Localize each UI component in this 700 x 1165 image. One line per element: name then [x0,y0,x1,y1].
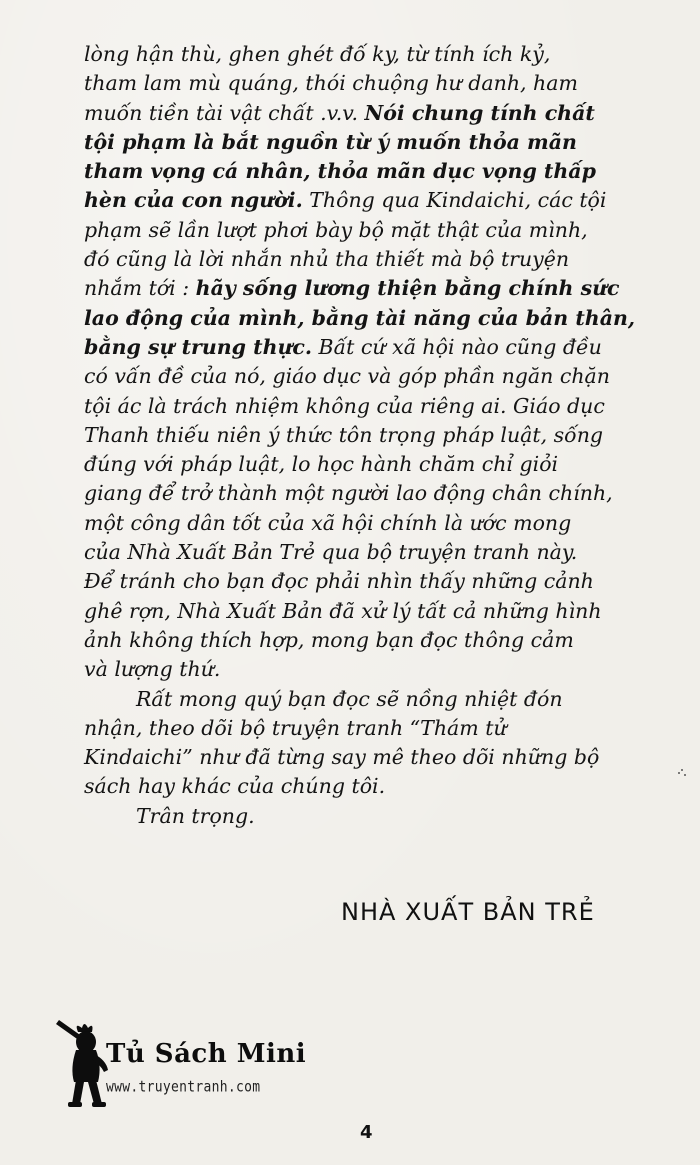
bold-text-segment: Nói chung tính chất [364,100,595,125]
text-line [84,274,664,303]
page-number: 4 [360,1122,373,1143]
text-segment: đó cũng là lời nhắn nhủ tha thiết mà bộ truyện [84,247,570,272]
bold-text-segment: hãy sống lương thiện bằng chính sức [195,276,620,301]
text-line [84,450,664,479]
text-segment: Thanh thiếu niên ý thức tôn trọng pháp luật, sống [84,422,604,447]
text-line [84,655,664,684]
scan-speck [684,774,686,776]
logo-title: Tủ Sách Mini [106,1039,307,1069]
text-segment: Để tránh cho bạn đọc phải nhìn thấy những cảnh [84,569,594,594]
text-segment: tham lam mù quáng, thói chuộng hư danh, ham [84,71,578,96]
text-line [84,157,664,186]
text-segment: phạm sẽ lần lượt phơi bày bộ mặt thật của mình, [84,217,588,242]
bold-text-segment: tham vọng cá nhân, thỏa mãn dục vọng thấp [84,159,596,184]
text-line [84,40,664,69]
text-line [84,333,664,362]
text-line [84,186,664,215]
text-line [84,216,664,245]
scan-speck [678,772,680,774]
bold-text-segment: hèn của con người. [84,188,303,213]
text-line [84,802,664,831]
text-segment: Rất mong quý bạn đọc sẽ nồng nhiệt đón [136,686,563,711]
text-line [84,362,664,391]
text-line [84,772,664,801]
text-segment: Thông qua Kindaichi, các tội [302,188,607,213]
text-line [84,128,664,157]
text-segment: đúng với pháp luật, lo học hành chăm chỉ giỏi [84,452,559,477]
text-line [84,626,664,655]
text-segment: tội ác là trách nhiệm không của riêng ai. Giáo dục [84,393,605,418]
bold-text-segment: lao động của mình, bằng tài năng của bản thân, [84,305,636,330]
text-segment: một công dân tốt của xã hội chính là ước mong [84,510,572,535]
text-segment: ghê rợn, Nhà Xuất Bản đã xử lý tất cả những hình [84,598,602,623]
text-segment: sách hay khác của chúng tôi. [84,774,386,799]
bold-text-segment: tội phạm là bắt nguồn từ ý muốn thỏa mãn [84,129,577,154]
text-segment: và lượng thứ. [84,657,221,682]
logo-url: www.truyentranh.com [106,1078,261,1097]
text-segment: Trân trọng. [136,803,255,828]
tu-sach-mini-logo [56,1020,307,1110]
text-line [84,714,664,743]
text-segment: ảnh không thích hợp, mong bạn đọc thông cảm [84,627,574,652]
text-line [84,685,664,714]
text-segment: có vấn đề của nó, giáo dục và góp phần ngăn chặn [84,364,610,389]
text-line [84,421,664,450]
text-line [84,597,664,626]
text-line [84,69,664,98]
text-line [84,743,664,772]
text-line [84,479,664,508]
text-line [84,509,664,538]
text-segment: nhận, theo dõi bộ truyện tranh “Thám tử [84,715,507,740]
scan-speck [681,769,683,771]
text-segment: giang để trở thành một người lao động chân chính, [84,481,613,506]
text-line [84,538,664,567]
text-segment: lòng hận thù, ghen ghét đố ky, từ tính ích kỷ, [84,42,551,66]
text-segment: nhắm tới : [84,276,196,301]
text-line [84,304,664,333]
text-line [84,245,664,274]
body-text [84,40,664,831]
bold-text-segment: bằng sự trung thực. [84,334,313,359]
text-segment: Kindaichi” như đã từng say mê theo dõi những bộ [84,745,600,770]
text-line [84,99,664,128]
publisher-signature: NHÀ XUẤT BẢN TRẺ [341,898,595,926]
text-segment: muốn tiền tài vật chất .v.v. [84,100,365,125]
text-segment: của Nhà Xuất Bản Trẻ qua bộ truyện tranh này. [84,540,578,565]
text-segment: Bất cứ xã hội nào cũng đều [312,334,602,359]
text-line [84,392,664,421]
text-line [84,567,664,596]
